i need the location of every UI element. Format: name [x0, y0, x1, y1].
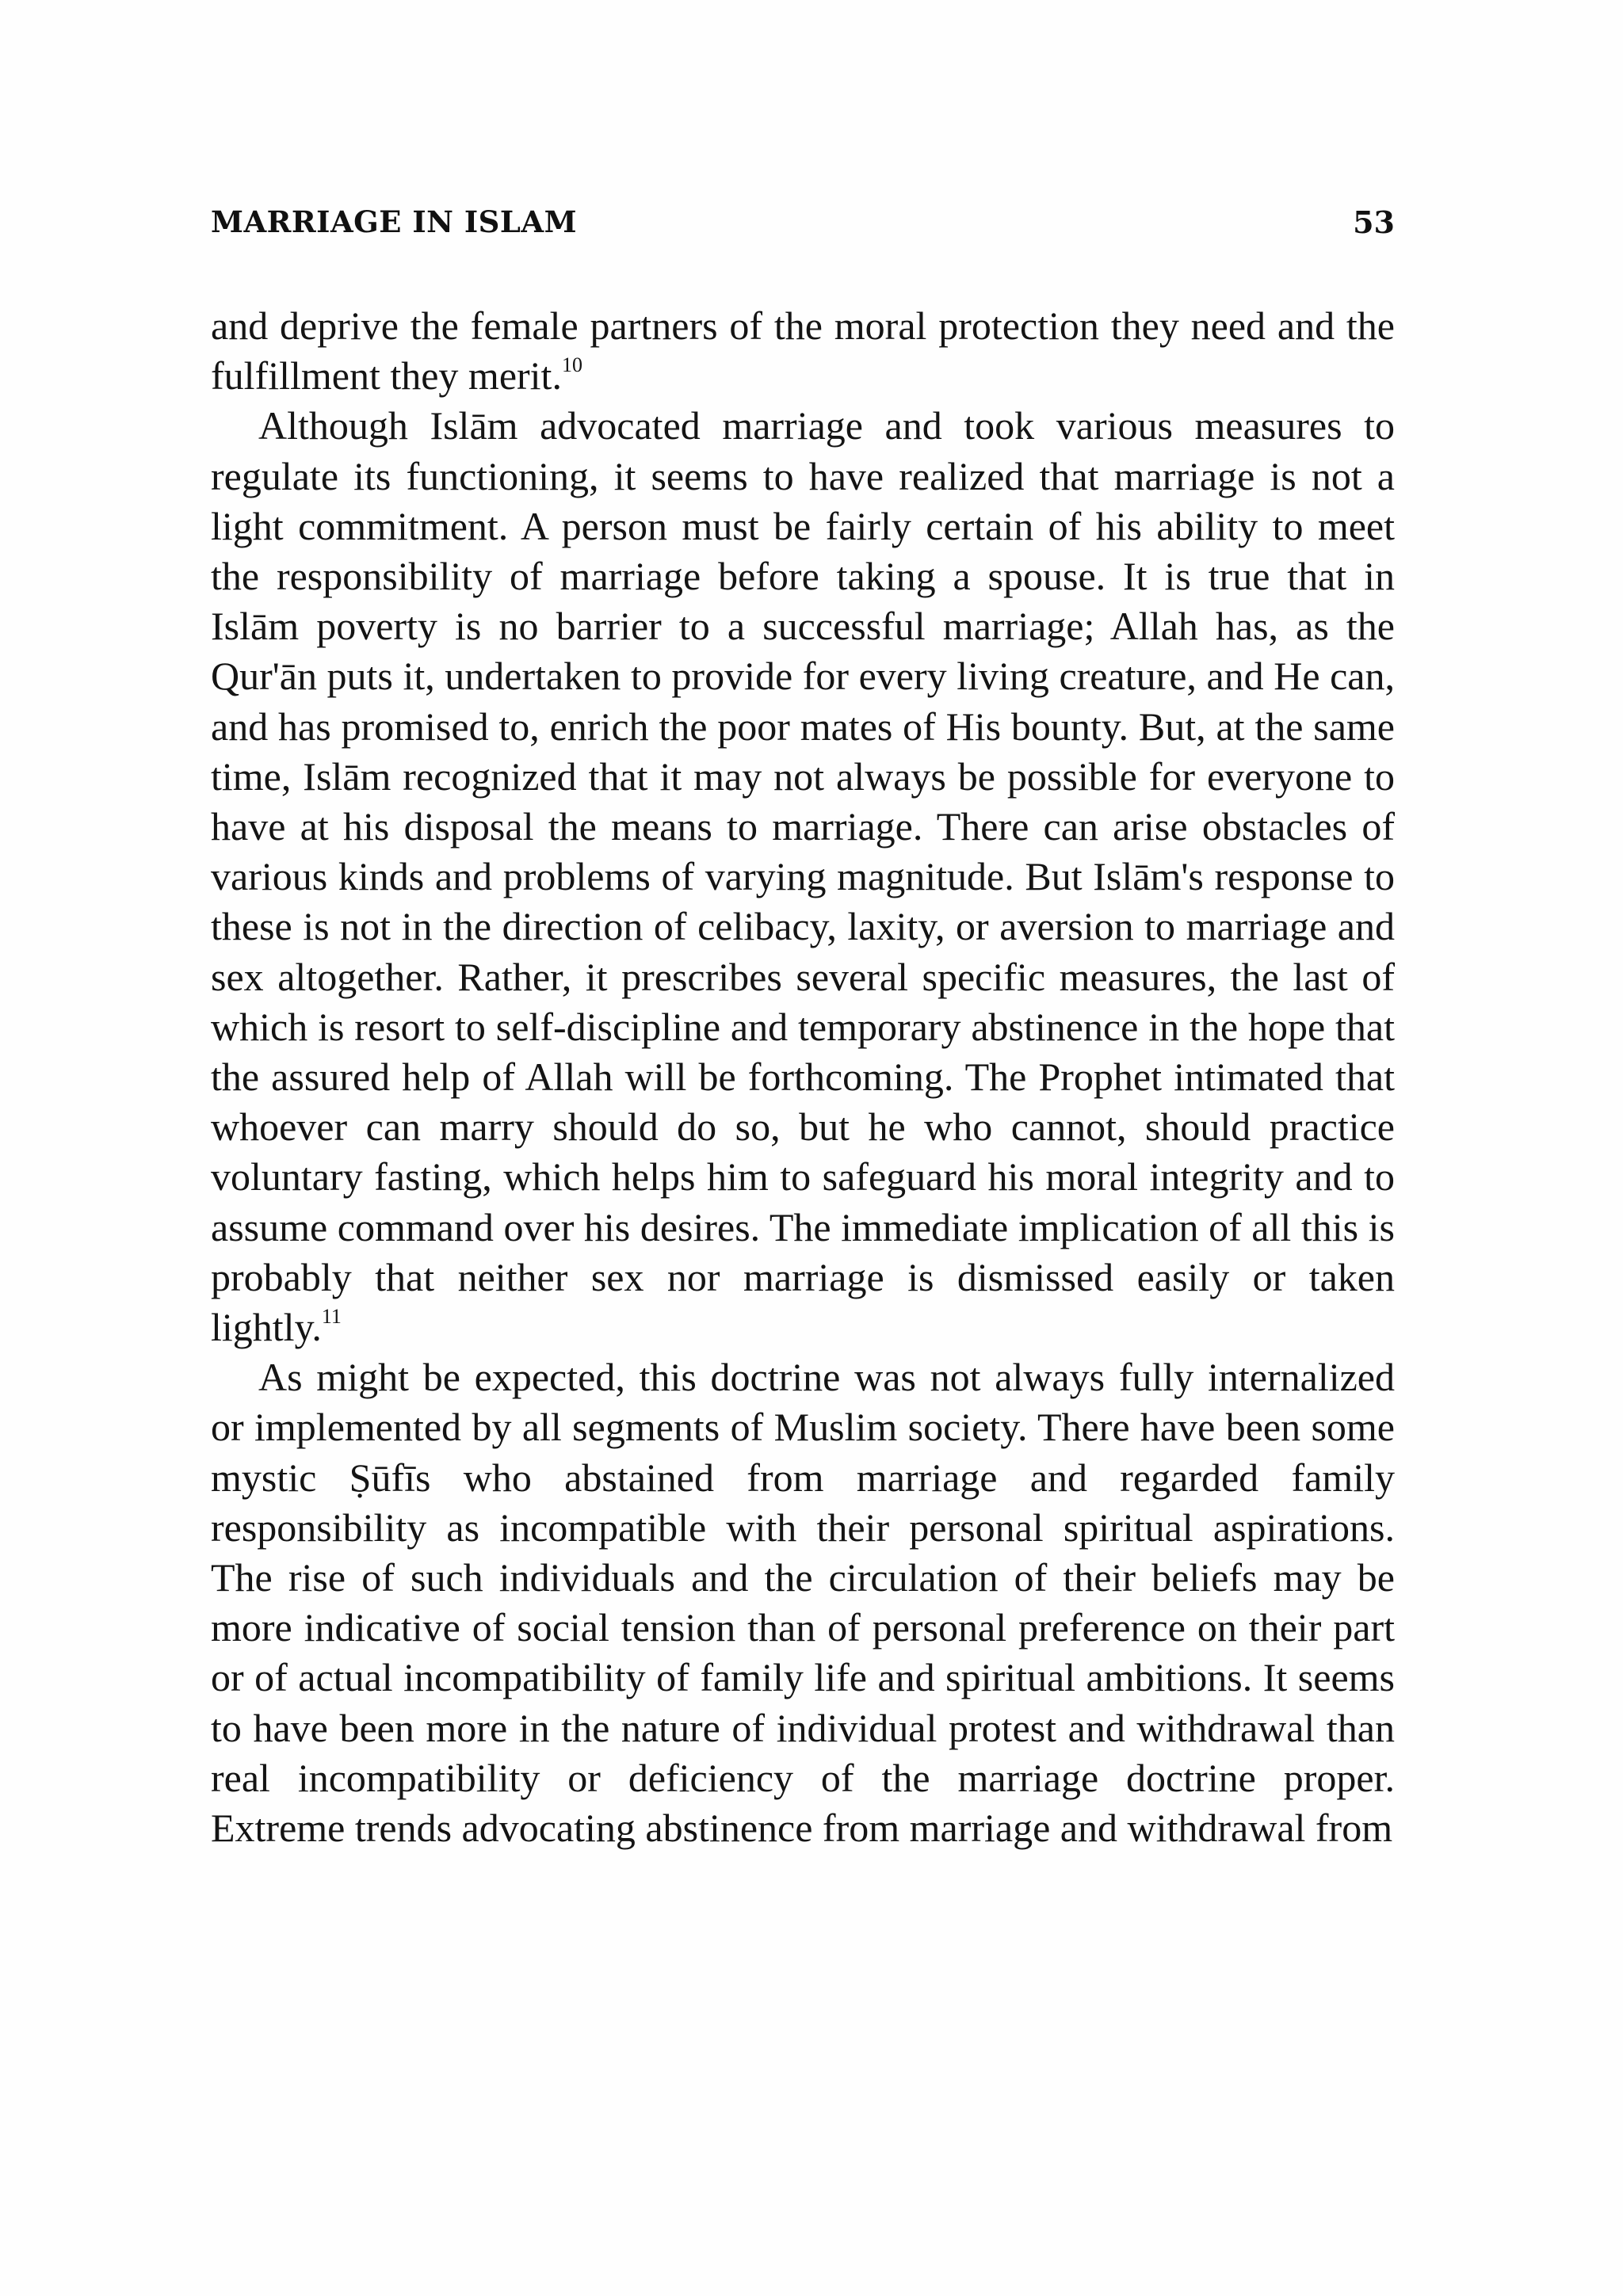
footnote-ref-10: 10 [561, 353, 582, 377]
footnote-ref-11: 11 [321, 1305, 342, 1329]
body-text [211, 301, 1395, 1853]
paragraph-1 [211, 301, 1395, 401]
paragraph-text: Although Islām advocated marriage and took various measures to regulate its functioning, it seems to have realized that marriage is not a light commitment. A person must be fairly certain of his ability to meet the responsibility of marriage before taking a spouse. It is true that in Islām poverty is no barrier to a successful marriage; Allah has, as the Qur'ān puts it, undertaken to provide for every living creature, and He can, and has promised to, enrich the poor mates of His bounty. But, at the same time, Islām recognized that it may not always be possible for everyone to have at his disposal the means to marriage. There can arise obstacles of various kinds and problems of varying magnitude. But Islām's response to these is not in the direction of celibacy, laxity, or aversion to marriage and sex altogether. Rather, it prescribes several specific measures, the last of which is resort to self-discipline and temporary abstinence in the hope that the assured help of Allah will be forthcoming. The Prophet intimated that whoever can marry should do so, but he who cannot, should practice voluntary fasting, which helps him to safeguard his moral integrity and to assume command over his desires. The immediate implication of all this is probably that neither sex nor marriage is dismissed easily or taken lightly. [211, 403, 1395, 1350]
paragraph-3 [211, 1352, 1395, 1853]
paragraph-text: and deprive the female partners of the moral protection they need and the fulfillment they merit. [211, 303, 1395, 399]
paragraph-2 [211, 401, 1395, 1352]
running-title: MARRIAGE IN ISLAM [211, 204, 578, 239]
page-number: 53 [1353, 204, 1395, 240]
paragraph-text: As might be expected, this doctrine was not always fully internalized or implemented by all segments of Muslim society. There have been some mystic Ṣūfīs who abstained from marriage and regarded family responsibility as incompatible with their personal spiritual aspirations. The rise of such individuals and the circulation of their beliefs may be more indicative of social tension than of personal preference on their part or of actual incompatibility of family life and spiritual ambitions. It seems to have been more in the nature of individual protest and withdrawal than real incompatibility or deficiency of the marriage doctrine proper. Extreme trends advocating abstinence from marriage and withdrawal from [211, 1355, 1395, 1851]
running-head [211, 204, 1395, 244]
